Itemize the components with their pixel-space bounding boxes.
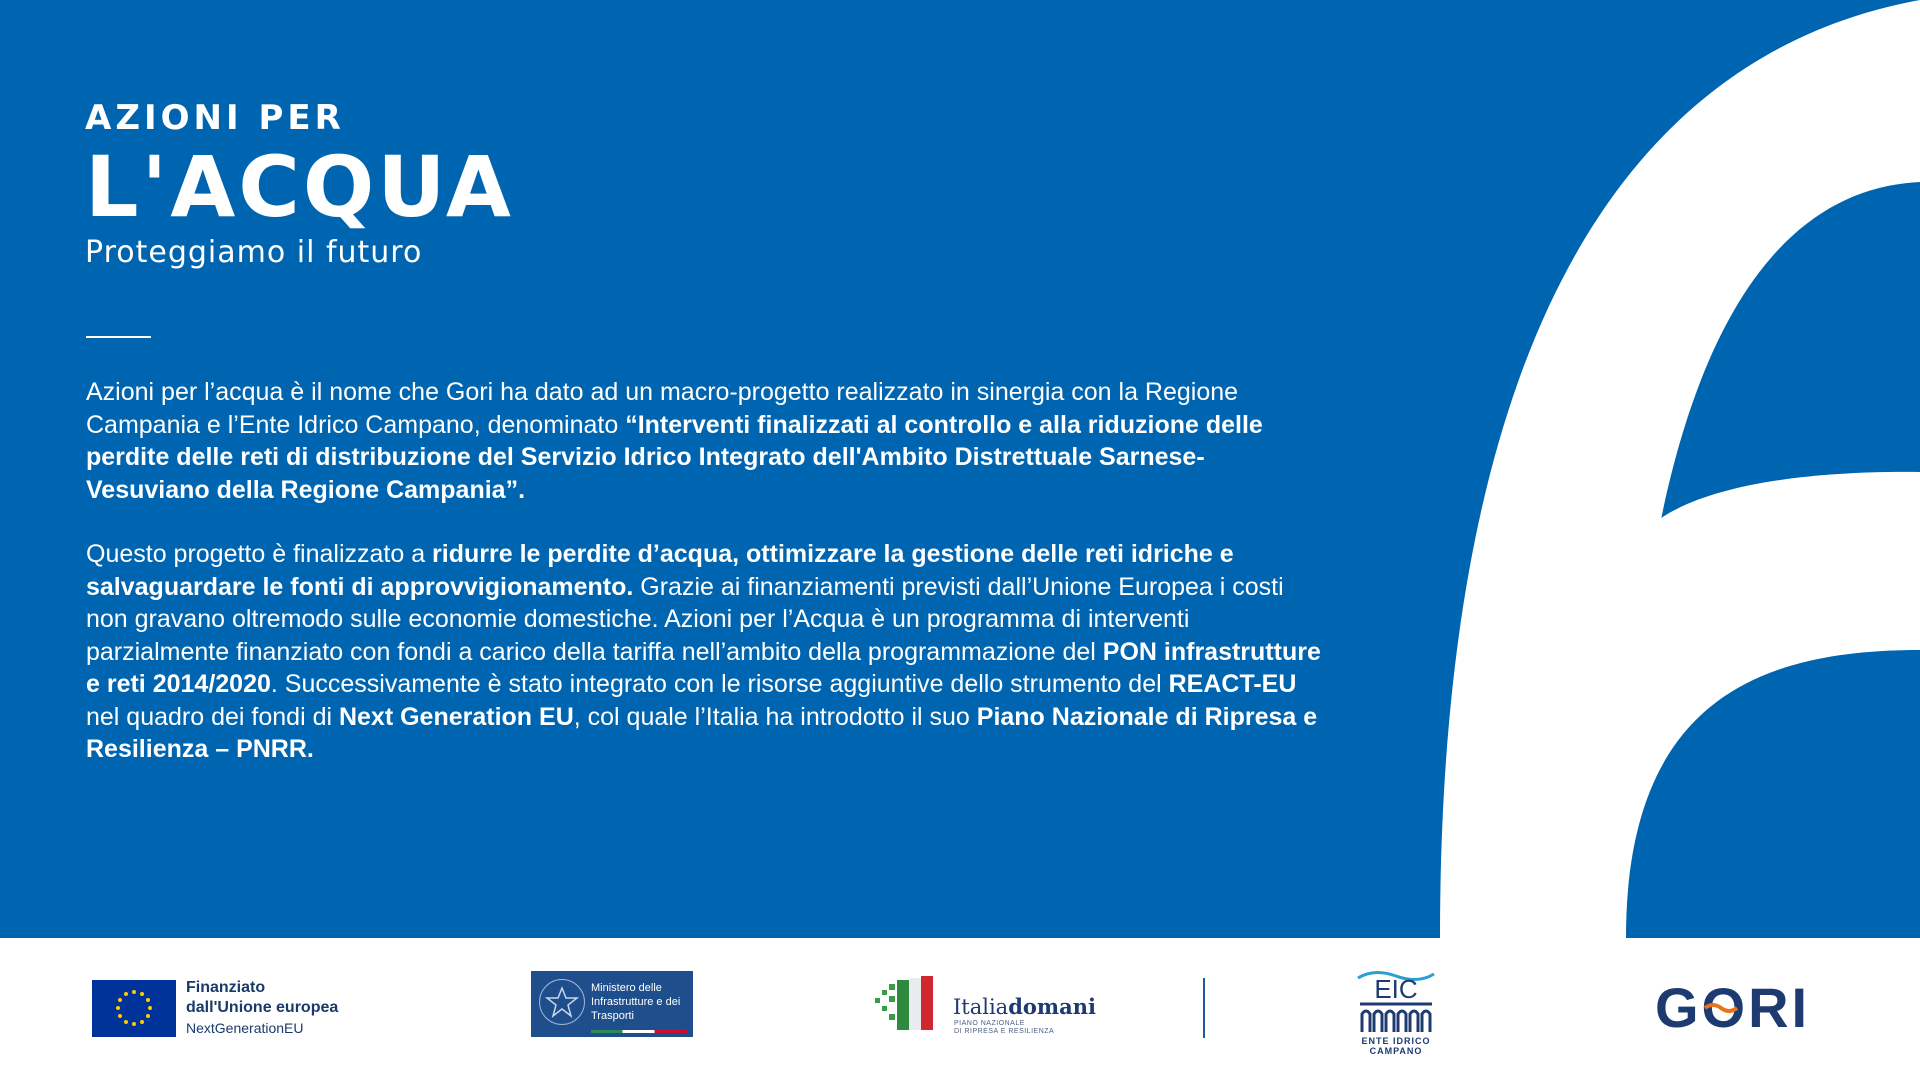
description-text: [86, 376, 1326, 798]
eu-funding-logo: [92, 972, 352, 1038]
ente-idrico-campano-logo: EIC ENTE IDRICO CAMPANO: [1352, 966, 1440, 1052]
logo-line-azioni-per: AZIONI PER: [85, 98, 345, 138]
azioni-per-acqua-logo: [85, 100, 514, 270]
decorative-wave-shape: [1440, 0, 1920, 938]
italiadomani-pixel-flag-icon: [875, 976, 937, 1036]
tricolor-stripe: [591, 1030, 687, 1033]
logo-line-acqua: L'ACQUA: [85, 138, 514, 236]
eic-aqueduct-icon: [1352, 966, 1440, 1034]
gori-logo: [1655, 978, 1825, 1038]
italian-republic-emblem-icon: [539, 979, 585, 1025]
divider-line: [86, 336, 151, 338]
logo-tagline: Proteggiamo il futuro: [85, 235, 423, 270]
sponsor-footer: [0, 938, 1920, 1080]
ministero-infrastrutture-logo: Ministero delle Infrastrutture e dei Trasporti: [531, 971, 693, 1037]
svg-text:EIC: EIC: [1374, 974, 1418, 1004]
gori-wave-icon: [1701, 988, 1741, 1028]
eu-funding-text: Finanziato dall'Unione europea NextGenerationEU: [186, 979, 339, 1036]
paragraph-project: Questo progetto è finalizzato a ridurre le perdite d’acqua, ottimizzare la gestione delle reti idriche e salvaguardare le fonti di approvvigionamento. Grazie ai finanziamenti previsti dall’Unione Europea i costi non gravano oltremodo sulle economie domestiche. Azioni per l’Acqua è un programma di interventi parzialmente finanziato con fondi a carico della tariffa nell’ambito della programmazione del PON infrastrutture e reti 2014/2020. Successivamente è stato integrato con le risorse aggiuntive dello strumento del REACT-EU nel quadro dei fondi di Next Generation EU, col quale l’Italia ha introdotto il suo Piano Nazionale di Ripresa e Resilienza – PNRR.: [86, 540, 1321, 763]
paragraph-intro: Azioni per l’acqua è il nome che Gori ha dato ad un macro-progetto realizzato in sinergia con la Regione Campania e l’Ente Idrico Campano, denominato “Interventi finalizzati al controllo e alla riduzione delle perdite delle reti di distribuzione del Servizio Idrico Integrato dell'Ambito Distrettuale Sarnese-Vesuviano della Regione Campania”.: [86, 378, 1263, 504]
gori-wordmark: GORI: [1655, 976, 1811, 1039]
italiadomani-logo: Italiadomani PIANO NAZIONALE DI RIPRESA E RESILIENZA: [875, 972, 1090, 1038]
eu-flag-icon: [92, 980, 176, 1037]
footer-separator: [1203, 978, 1205, 1038]
